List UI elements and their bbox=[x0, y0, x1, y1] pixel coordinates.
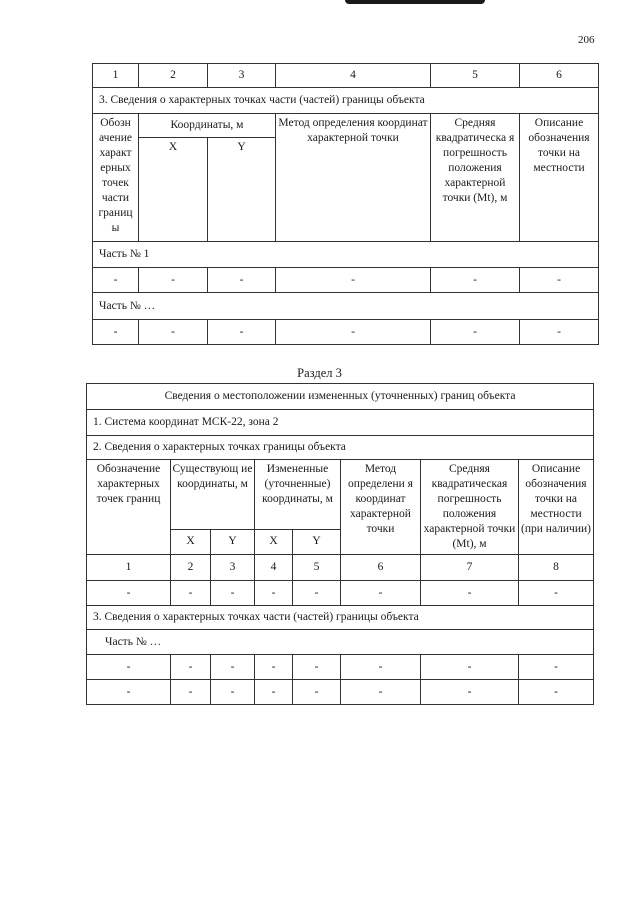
table-cell: - bbox=[87, 655, 171, 680]
table-cell: - bbox=[255, 581, 293, 606]
table-row bbox=[87, 655, 594, 680]
col-number: 1 bbox=[87, 555, 171, 581]
table-cell: - bbox=[255, 680, 293, 705]
table-cell: - bbox=[208, 268, 276, 293]
header-x: X bbox=[255, 529, 293, 554]
col-number: 6 bbox=[341, 555, 421, 581]
table-changed-boundaries bbox=[86, 383, 594, 705]
table-row bbox=[87, 606, 594, 630]
table-cell: - bbox=[211, 655, 255, 680]
table-cell: - bbox=[431, 320, 520, 345]
col-number: 4 bbox=[276, 64, 431, 88]
header-designation: Обозначение характерных точек границ bbox=[87, 460, 171, 555]
table-row bbox=[87, 630, 594, 655]
header-method: Метод определени я координат характерной точки bbox=[341, 460, 421, 555]
header-designation: Обозн ачение характ ерных точек части границ ы bbox=[93, 114, 139, 242]
col-number: 2 bbox=[139, 64, 208, 88]
table-cell: - bbox=[211, 581, 255, 606]
table-cell: - bbox=[421, 581, 519, 606]
col-number: 3 bbox=[208, 64, 276, 88]
table-cell: - bbox=[171, 581, 211, 606]
table-cell: - bbox=[255, 655, 293, 680]
table-cell: - bbox=[87, 680, 171, 705]
col-number: 3 bbox=[211, 555, 255, 581]
header-y: Y bbox=[208, 138, 276, 242]
table-row bbox=[93, 88, 599, 114]
table-row bbox=[93, 242, 599, 268]
col-number: 7 bbox=[421, 555, 519, 581]
table-cell: - bbox=[421, 680, 519, 705]
page-number: 206 bbox=[578, 34, 595, 46]
table-row bbox=[87, 384, 594, 410]
table-row bbox=[93, 268, 599, 293]
table-cell: - bbox=[171, 680, 211, 705]
table-cell: - bbox=[139, 320, 208, 345]
header-y: Y bbox=[211, 529, 255, 554]
table-row bbox=[93, 114, 599, 138]
table-row bbox=[93, 320, 599, 345]
header-existing-coordinates: Существующ ие координаты, м bbox=[171, 460, 255, 530]
col-number: 5 bbox=[293, 555, 341, 581]
table-cell: - bbox=[139, 268, 208, 293]
header-accuracy: Средняя квадратическая погрешность положения характерной точки (Mt), м bbox=[421, 460, 519, 555]
col-number: 1 bbox=[93, 64, 139, 88]
table-row bbox=[87, 410, 594, 436]
header-x: X bbox=[171, 529, 211, 554]
table-cell: - bbox=[276, 268, 431, 293]
table-part-points bbox=[92, 63, 599, 345]
table-cell: - bbox=[171, 655, 211, 680]
table-cell: - bbox=[341, 680, 421, 705]
table-cell: - bbox=[276, 320, 431, 345]
header-method: Метод определения координат характерной точки bbox=[276, 114, 431, 242]
section-title: Раздел 3 bbox=[297, 366, 342, 380]
header-y: Y bbox=[293, 529, 341, 554]
table-cell: - bbox=[293, 655, 341, 680]
table-cell: - bbox=[208, 320, 276, 345]
table-row bbox=[87, 581, 594, 606]
coord-system: 1. Система координат МСК-22, зона 2 bbox=[87, 410, 594, 436]
table-row bbox=[87, 436, 594, 460]
col-number: 8 bbox=[519, 555, 594, 581]
section-heading: 3. Сведения о характерных точках части (частей) границы объекта bbox=[93, 88, 599, 114]
parts-heading: 3. Сведения о характерных точках части (частей) границы объекта bbox=[87, 606, 594, 630]
col-number: 2 bbox=[171, 555, 211, 581]
table-row bbox=[87, 555, 594, 581]
table-row bbox=[93, 293, 599, 320]
col-number: 6 bbox=[520, 64, 599, 88]
table-row bbox=[87, 680, 594, 705]
table-cell: - bbox=[519, 655, 594, 680]
table-cell: - bbox=[341, 581, 421, 606]
table-title: Сведения о местоположении измененных (уточненных) границ объекта bbox=[87, 384, 594, 410]
scan-edge-mark bbox=[345, 0, 485, 4]
table-row bbox=[87, 460, 594, 530]
table-cell: - bbox=[520, 320, 599, 345]
table-cell: - bbox=[93, 320, 139, 345]
table-cell: - bbox=[431, 268, 520, 293]
header-coordinates: Координаты, м bbox=[139, 114, 276, 138]
points-heading: 2. Сведения о характерных точках границы объекта bbox=[87, 436, 594, 460]
header-accuracy: Средняя квадратическа я погрешность положения характерной точки (Mt), м bbox=[431, 114, 520, 242]
header-changed-coordinates: Измененные (уточненные) координаты, м bbox=[255, 460, 341, 530]
table-cell: - bbox=[341, 655, 421, 680]
table-cell: - bbox=[519, 581, 594, 606]
table-cell: - bbox=[520, 268, 599, 293]
part-label: Часть № … bbox=[93, 293, 599, 320]
table-row bbox=[93, 64, 599, 88]
header-description: Описание обозначения точки на местности bbox=[520, 114, 599, 242]
table-cell: - bbox=[519, 680, 594, 705]
header-description: Описание обозначения точки на местности (при наличии) bbox=[519, 460, 594, 555]
table-cell: - bbox=[293, 581, 341, 606]
table-cell: - bbox=[293, 680, 341, 705]
table-cell: - bbox=[211, 680, 255, 705]
table-cell: - bbox=[93, 268, 139, 293]
header-x: X bbox=[139, 138, 208, 242]
table-cell: - bbox=[87, 581, 171, 606]
col-number: 4 bbox=[255, 555, 293, 581]
col-number: 5 bbox=[431, 64, 520, 88]
part-label: Часть № … bbox=[87, 630, 594, 655]
table-cell: - bbox=[421, 655, 519, 680]
part-label: Часть № 1 bbox=[93, 242, 599, 268]
